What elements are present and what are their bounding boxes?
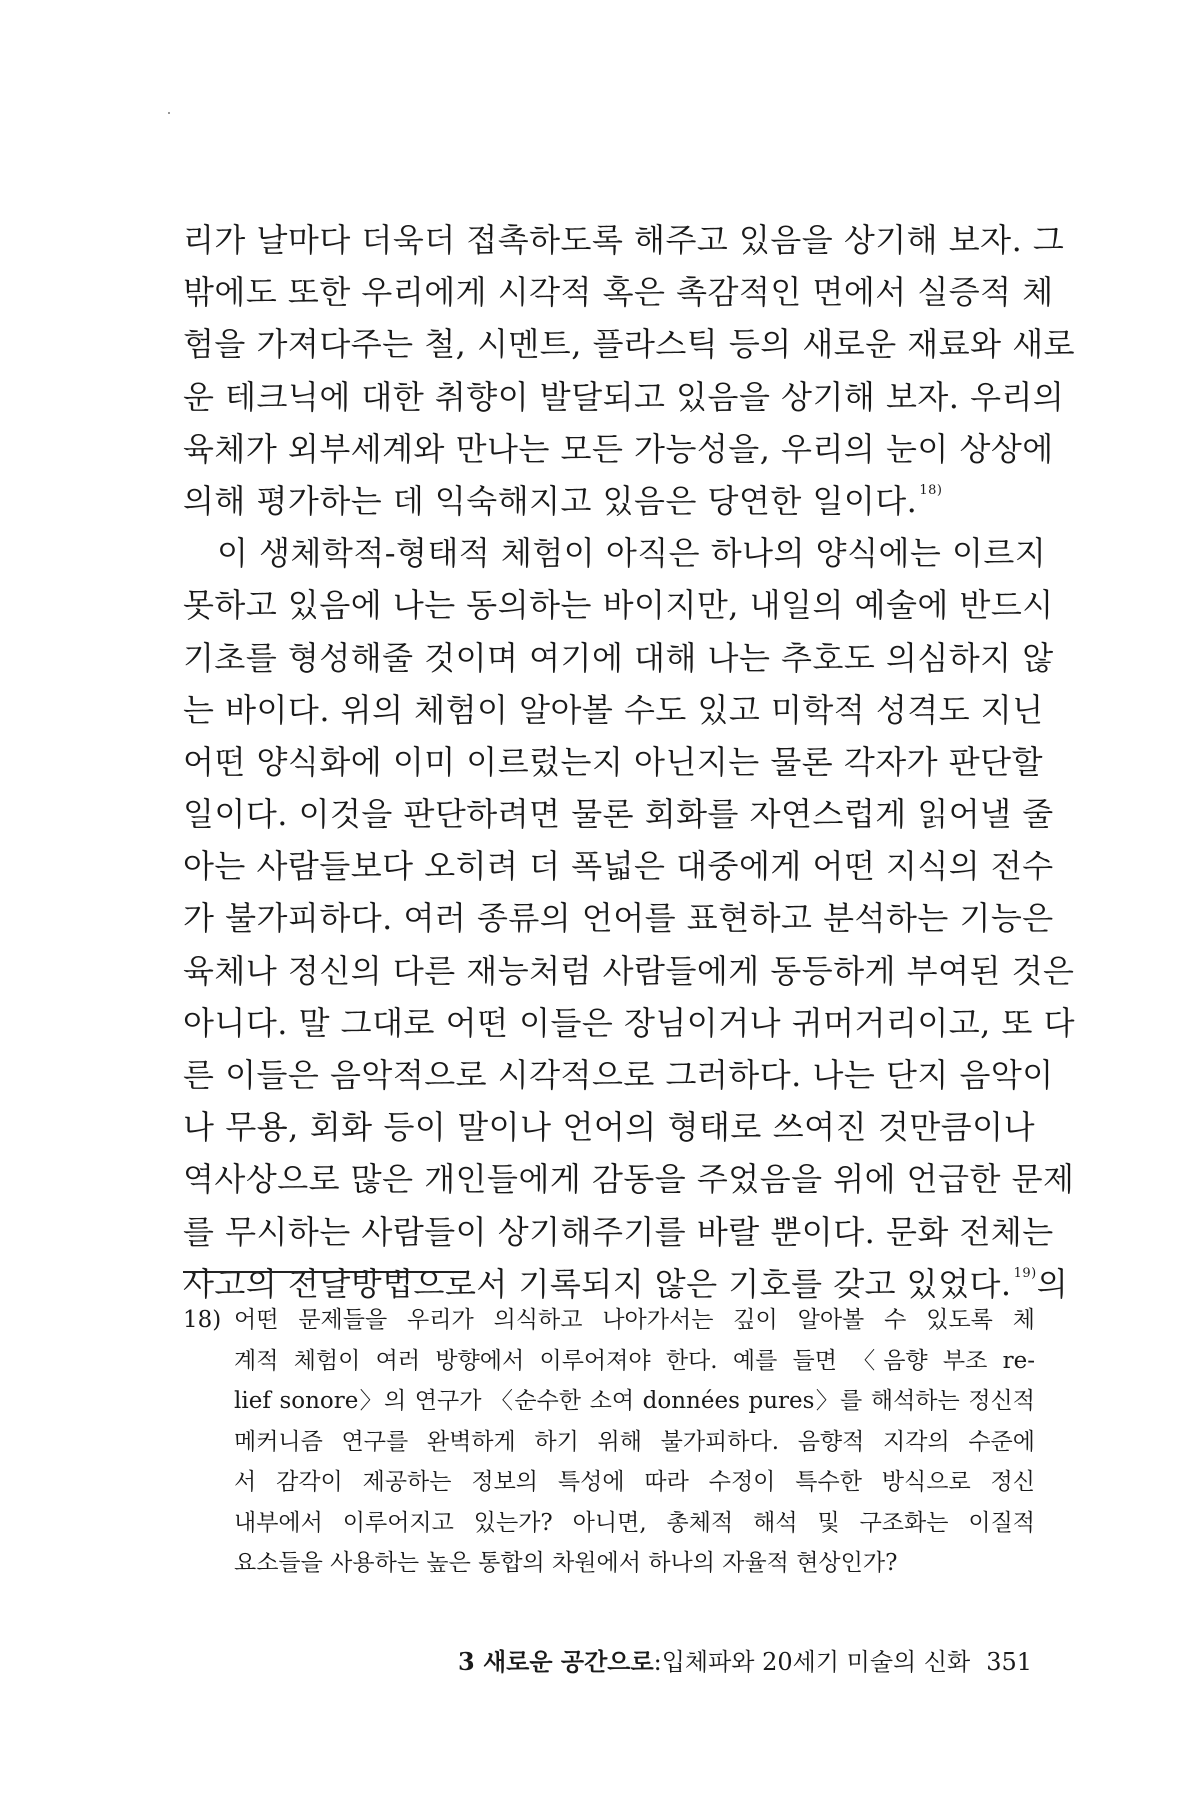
footnote-divider [183, 1271, 466, 1273]
text-line: 아는 사람들보다 오히려 더 폭넓은 대중에게 어떤 지식의 전수 [183, 847, 1054, 886]
text-line: 리가 날마다 더욱더 접촉하도록 해주고 있음을 상기해 보자. 그 [183, 221, 1065, 259]
text-line: 아니다. 말 그대로 어떤 이들은 장님이거나 귀머거리이고, 또 다 [183, 1003, 1076, 1042]
running-footer [458, 1642, 1032, 1677]
footnote-line-text: 어떤 문제들을 우리가 의식하고 나아가서는 깊이 알아볼 수 있도록 체 [234, 1307, 1035, 1333]
text-line: 이 생체학적-형태적 체험이 아직은 하나의 양식에는 이르지 [217, 534, 1047, 573]
footnote [183, 1300, 1035, 1584]
text-line: 는 바이다. 위의 체험이 알아볼 수도 있고 미학적 성격도 지닌 [183, 690, 1044, 729]
footnote-line: lief sonore〉의 연구가 〈순수한 소여 données pures〉를 해석하는 정신적 [234, 1388, 1035, 1414]
book-subtitle: 입체파와 20세기 미술의 신화 [661, 1648, 971, 1676]
text-line-content: 사고의 전달방법으로서 기록되지 않은 기호를 갖고 있었다. [183, 1264, 1012, 1303]
footnote-reference: 19) [1013, 1265, 1037, 1281]
text-line: 가 불가피하다. 여러 종류의 언어를 표현하고 분석하는 기능은 [183, 899, 1054, 938]
text-line: 육체나 정신의 다른 재능처럼 사람들에게 동등하게 부여된 것은 [183, 951, 1075, 990]
footer-separator: : [653, 1648, 662, 1676]
footnote-line: 내부에서 이루어지고 있는가? 아니면, 총체적 해석 및 구조화는 이질적 [234, 1509, 1035, 1536]
text-line: 못하고 있음에 나는 동의하는 바이지만, 내일의 예술에 반드시 [183, 586, 1054, 625]
text-line: 를 무시하는 사람들이 상기해주기를 바랄 뿐이다. 문화 전체는 [183, 1212, 1054, 1251]
text-line [183, 475, 1035, 527]
text-line-tail: 의 [1036, 1264, 1069, 1303]
text-line: 역사상으로 많은 개인들에게 감동을 주었음을 위에 언급한 문제 [183, 1160, 1075, 1199]
text-line: 나 무용, 회화 등이 말이나 언어의 형태로 쓰여진 것만큼이나 [183, 1108, 1035, 1147]
footnote-line: 요소들을 사용하는 높은 통합의 차원에서 하나의 자율적 현상인가? [234, 1550, 898, 1576]
chapter-title: 3 새로운 공간으로 [457, 1647, 654, 1676]
footnote-reference: 18) [919, 482, 943, 498]
text-line: 밖에도 또한 우리에게 시각적 혹은 촉감적인 면에서 실증적 체 [183, 273, 1054, 312]
page-number: 351 [986, 1648, 1032, 1676]
text-line: 른 이들은 음악적으로 시각적으로 그러하다. 나는 단지 음악이 [183, 1056, 1054, 1094]
text-line: 기초를 형성해줄 것이며 여기에 대해 나는 추호도 의심하지 않 [183, 638, 1054, 677]
text-line: 육체가 외부세계와 만나는 모든 가능성을, 우리의 눈이 상상에 [183, 429, 1054, 468]
text-line: 운 테크닉에 대한 취향이 발달되고 있음을 상기해 보자. 우리의 [183, 377, 1065, 416]
text-line: 험을 가져다주는 철, 시멘트, 플라스틱 등의 새로운 재료와 새로 [183, 325, 1076, 364]
footnote-line: 서 감각이 제공하는 정보의 특성에 따라 수정이 특수한 방식으로 정신 [234, 1469, 1035, 1495]
main-text [183, 214, 1076, 1310]
text-line: 어떤 양식화에 이미 이르렀는지 아닌지는 물론 각자가 판단할 [183, 742, 1044, 781]
scan-speck [168, 112, 170, 114]
footnote-line: 계적 체험이 여러 방향에서 이루어져야 한다. 예를 들면 〈음향 부조 re- [234, 1347, 1035, 1374]
text-line-content: 의해 평가하는 데 익숙해지고 있음은 당연한 일이다. [183, 481, 918, 520]
footnote-line [183, 1300, 1035, 1341]
footnote-number: 18) [183, 1307, 222, 1333]
text-line: 일이다. 이것을 판단하려면 물론 회화를 자연스럽게 읽어낼 줄 [183, 795, 1054, 834]
footnote-line: 메커니즘 연구를 완벽하게 하기 위해 불가피하다. 음향적 지각의 수준에 [234, 1428, 1035, 1455]
